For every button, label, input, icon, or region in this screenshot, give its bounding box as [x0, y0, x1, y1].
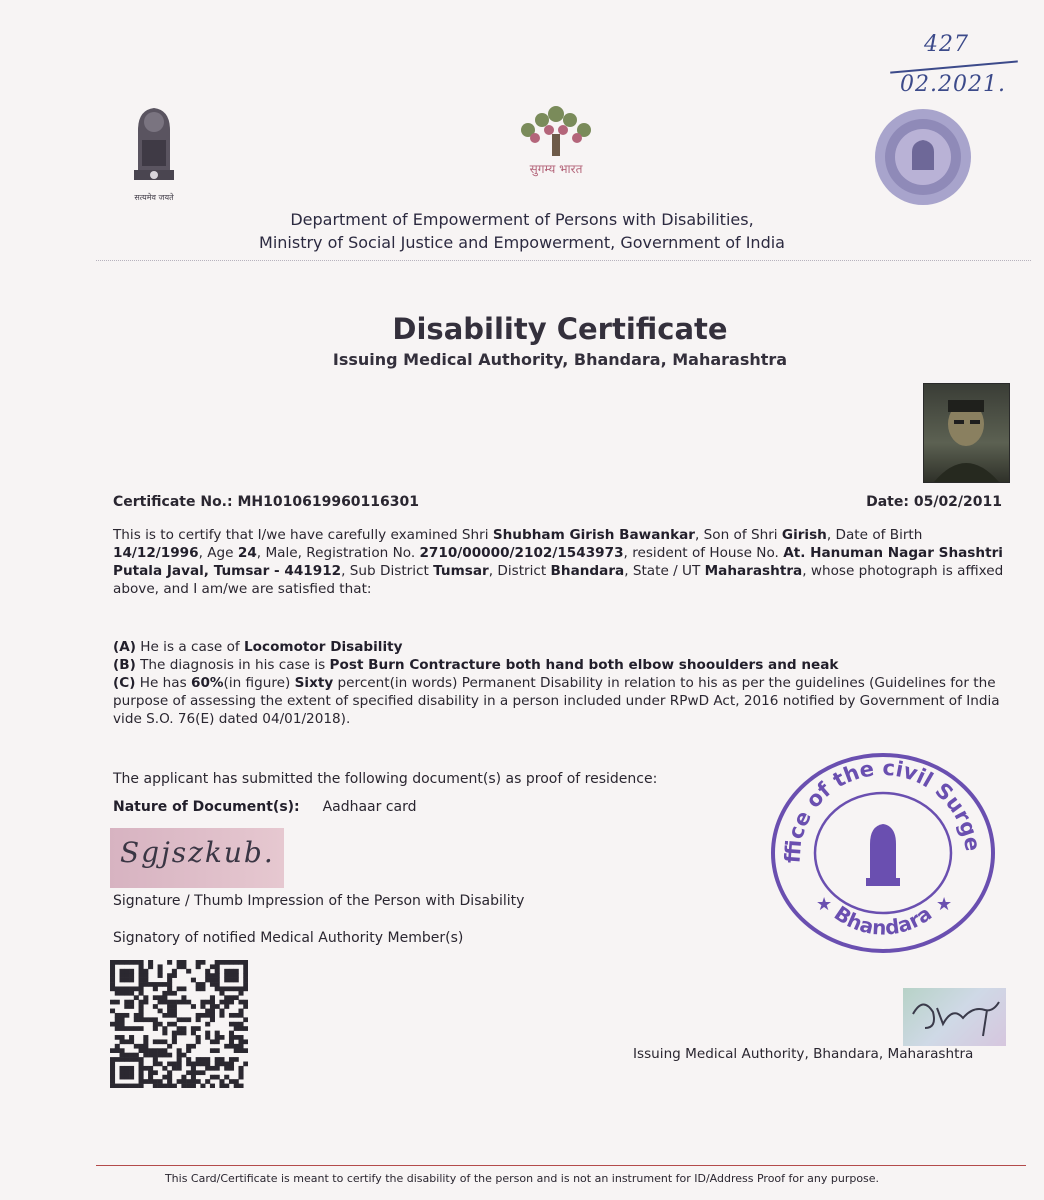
handwritten-date: 02.2021.: [900, 72, 1006, 97]
disability-details: [113, 638, 1011, 728]
father-name: Girish: [781, 527, 827, 543]
footer-divider: [96, 1165, 1026, 1166]
svg-text:★: ★: [816, 894, 833, 915]
svg-text:★: ★: [936, 894, 953, 915]
nature-value: Aadhaar card: [322, 799, 417, 815]
ministry-name: Ministry of Social Justice and Empowerment, Government of India: [259, 233, 785, 252]
svg-text:Bhandara: [830, 901, 936, 940]
authority-signature: [903, 988, 1006, 1046]
certificate-number-label: Certificate No.:: [113, 494, 233, 510]
stamp-bottom-text: Bhandara: [829, 900, 937, 940]
registration-number: 2710/00000/2102/1543973: [419, 545, 624, 561]
state: Maharashtra: [704, 563, 803, 579]
date-of-birth: 14/12/1996: [113, 545, 199, 561]
emblem-caption: सत्यमेव जयते: [134, 193, 174, 202]
civil-surgeon-stamp: [770, 752, 996, 954]
certificate-title: Disability Certificate: [392, 312, 728, 346]
applicant-signature: Sgjszkub.: [110, 828, 284, 888]
issuing-authority-footer: Issuing Medical Authority, Bhandara, Maharashtra: [633, 1046, 974, 1062]
handwritten-number: 427: [924, 32, 969, 57]
disability-percent-words: Sixty: [294, 675, 334, 691]
qr-code: [110, 960, 248, 1088]
disclaimer: This Card/Certificate is meant to certify the disability of the person and is not an instrument for ID/Address Proof for any purpose.: [164, 1172, 880, 1185]
age: 24: [237, 545, 257, 561]
signatory-label: Signatory of notified Medical Authority Member(s): [113, 930, 464, 946]
accessible-india-logo: [508, 100, 604, 184]
certificate-number: [113, 494, 419, 510]
disability-type: Locomotor Disability: [244, 639, 403, 655]
nature-of-document: [113, 799, 417, 815]
applicant-photo: [923, 383, 1010, 483]
certification-paragraph: This is to certify that I/we have carefully examined Shri Shubham Girish Bawankar, Son of Shri Girish, Date of Birth 14/12/1996, Age 24, Male, Registration No. 2710/00000/2102/1543973, resident of House No. At. Hanuman Nagar Shashtri Putala Javal, Tumsar - 441912, Sub District Tumsar, District Bhandara, State / UT Maharashtra, whose photograph is affixed above, and I am/we are satisfied that:: [113, 527, 1004, 597]
district: Bhandara: [550, 563, 625, 579]
signature-label: Signature / Thumb Impression of the Person with Disability: [113, 893, 525, 909]
disability-percent: 60%: [190, 675, 224, 691]
date-label: Date:: [866, 494, 909, 510]
department-name: Department of Empowerment of Persons with Disabilities,: [290, 210, 754, 229]
diagnosis: Post Burn Contracture both hand both elbow shooulders and neak: [329, 657, 839, 673]
issuing-authority-subtitle: Issuing Medical Authority, Bhandara, Maharashtra: [332, 350, 788, 369]
applicant-name: Shubham Girish Bawankar: [492, 527, 696, 543]
residence-proof-text: The applicant has submitted the following document(s) as proof of residence:: [113, 771, 658, 787]
national-emblem-logo: [118, 100, 190, 204]
certificate-date: [866, 494, 1002, 510]
item-c: (C) He has 60%(in figure) Sixty percent(in words) Permanent Disability in relation to his as per the guidelines (Guidelines for the purpose of assessing the extent of specified disability in a person included under RPwD Act, 2016 notified by Government of India vide S.O. 76(E) dated 04/01/2018).: [113, 675, 1000, 727]
item-a: (A) He is a case of Locomotor Disability: [113, 639, 403, 655]
stamp-emblem-icon: [866, 824, 900, 886]
nature-label: Nature of Document(s):: [113, 799, 300, 815]
state-seal-logo: [874, 108, 972, 206]
header-divider: [96, 260, 1031, 261]
sub-district: Tumsar: [433, 563, 489, 579]
accessible-india-text: सुगम्य भारत: [529, 162, 583, 176]
date-value: 05/02/2011: [913, 494, 1002, 510]
item-b: (B) The diagnosis in his case is Post Burn Contracture both hand both elbow shooulders and neak: [113, 657, 839, 673]
stamp-top-text: Office of the civil Surge: [780, 755, 985, 864]
address: At. Hanuman Nagar Shashtri Putala Javal, Tumsar - 441912: [113, 545, 1003, 579]
certificate-number-value: MH1010619960116301: [237, 494, 419, 510]
